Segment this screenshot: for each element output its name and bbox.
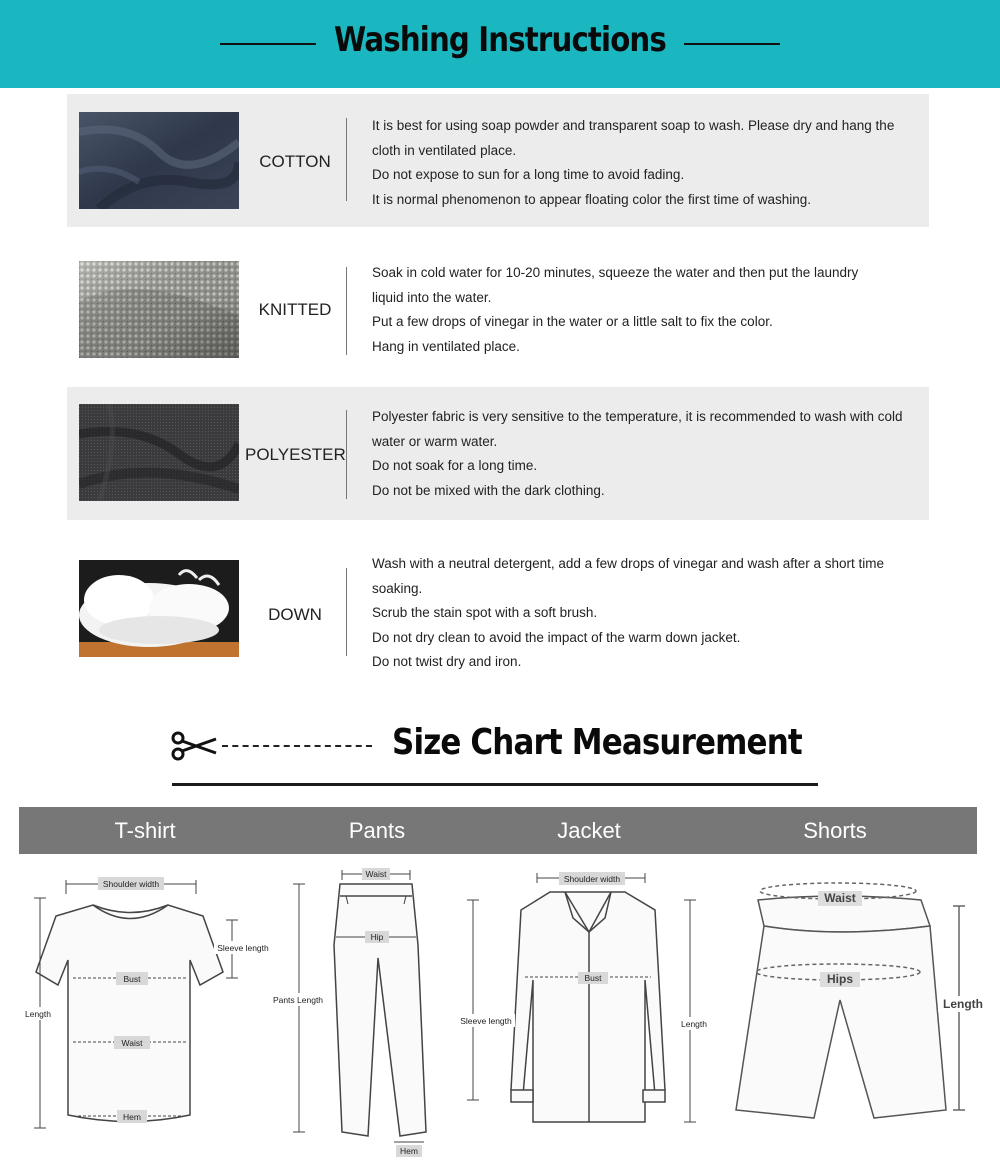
tshirt-hem-label: Hem: [123, 1112, 141, 1122]
jacket-sleeve-label: Sleeve length: [460, 1016, 512, 1026]
tab-pants: Pants: [348, 818, 406, 843]
tab-jacket: Jacket: [557, 818, 621, 843]
fabric-name: KNITTED: [258, 300, 332, 319]
jacket-diagram: [455, 860, 720, 1160]
shorts-length-label: Length: [943, 997, 983, 1011]
header-banner: [0, 0, 1000, 88]
jacket-length-label: Length: [681, 1019, 707, 1029]
tshirt-waist-label: Waist: [121, 1038, 143, 1048]
size-chart-title: Size Chart Measurement: [392, 722, 802, 763]
fabric-row-down: [67, 533, 929, 683]
fabric-row-cotton: [67, 94, 929, 227]
divider: [346, 118, 347, 201]
tshirt-sleeve-label: Sleeve length: [217, 943, 269, 953]
fabric-row-knitted: [67, 241, 929, 374]
shorts-waist-label: Waist: [824, 891, 856, 905]
header-right-rule: [684, 43, 780, 45]
fabric-name: DOWN: [268, 605, 322, 624]
shorts-diagram: [726, 860, 996, 1160]
tshirt-bust-label: Bust: [123, 974, 141, 984]
scissors-icon: [170, 729, 220, 763]
fabric-description: Wash with a neutral detergent, add a few drops of vinegar and wash after a short time soaking. Scrub the stain spot with a soft brush. Do not dry clean to avoid the impact of the warm down jacket. Do not twist dry and iron.: [372, 556, 885, 670]
jacket-bust-label: Bust: [584, 973, 602, 983]
fabric-name: COTTON: [259, 152, 331, 171]
cotton-swatch-image: [79, 112, 239, 209]
fabric-name: POLYESTER: [245, 445, 346, 464]
tab-shorts: Shorts: [803, 818, 867, 843]
fabric-description: It is best for using soap powder and transparent soap to wash. Please dry and hang the cloth in ventilated place. Do not expose to sun for a long time to avoid fading. It is normal phenomenon to appear floating color the first time of washing.: [372, 118, 895, 207]
tshirt-shoulder-label: Shoulder width: [102, 879, 160, 889]
divider: [346, 568, 347, 656]
garment-tab-bar: [19, 807, 977, 854]
down-swatch-image: [79, 560, 239, 657]
page-title: Washing Instructions: [334, 20, 666, 60]
pants-waist-label: Waist: [365, 869, 387, 879]
cut-dash-line: [222, 745, 372, 747]
fabric-description: Polyester fabric is very sensitive to the temperature, it is recommended to wash with cold water or warm water. Do not soak for a long time. Do not be mixed with the dark clothing.: [372, 409, 903, 498]
knitted-swatch-image: [79, 261, 239, 358]
shorts-hips-label: Hips: [826, 972, 854, 986]
pants-hip-label: Hip: [370, 932, 384, 942]
pants-length-label: Pants Length: [272, 995, 324, 1005]
divider: [346, 410, 347, 499]
size-chart-underline: [172, 783, 818, 786]
pants-hem-label: Hem: [400, 1146, 418, 1156]
divider: [346, 267, 347, 355]
polyester-swatch-image: [79, 404, 239, 501]
pants-diagram: [266, 860, 456, 1165]
tshirt-length-label: Length: [25, 1009, 51, 1019]
tshirt-diagram: [18, 860, 278, 1160]
jacket-shoulder-label: Shoulder width: [563, 874, 621, 884]
fabric-row-polyester: [67, 387, 929, 520]
fabric-description: Soak in cold water for 10-20 minutes, squeeze the water and then put the laundry liquid into the water. Put a few drops of vinegar in the water or a little salt to fix the color. Hang in ventilated place.: [372, 265, 859, 354]
tab-tshirt: T-shirt: [114, 818, 176, 843]
